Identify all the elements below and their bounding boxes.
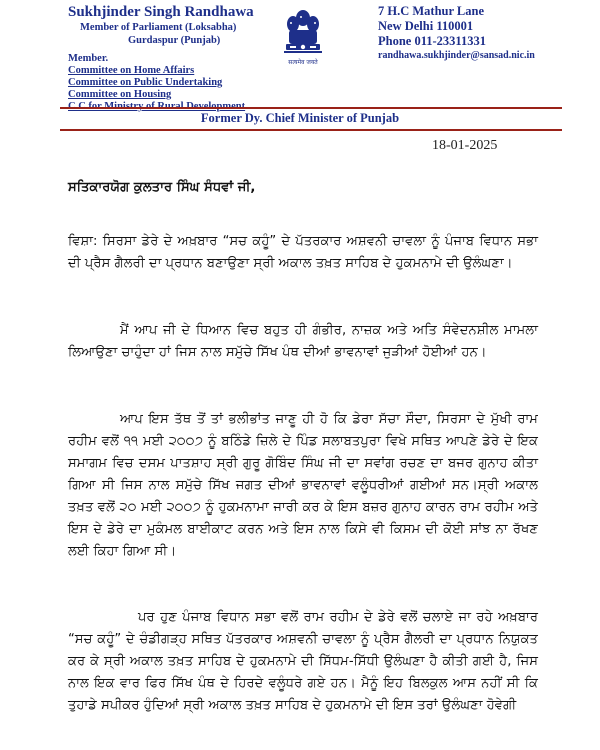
committee-item: Committee on Home Affairs	[68, 65, 195, 76]
letterhead-left	[68, 4, 298, 113]
divider-top	[60, 107, 562, 109]
sender-constituency: Gurdaspur (Punjab)	[128, 35, 221, 46]
letterhead-right	[378, 4, 598, 62]
former-title: Former Dy. Chief Minister of Punjab	[200, 111, 400, 125]
emblem-caption: सत्यमेव जयते	[288, 59, 318, 66]
committee-item: Committee on Housing	[68, 89, 172, 100]
phone-number: Phone 011-23311331	[378, 34, 486, 48]
sender-name: Sukhjinder Singh Randhawa	[68, 4, 254, 20]
committee-item: Committee on Public Undertaking	[68, 77, 223, 88]
member-label: Member.	[68, 53, 109, 64]
body-paragraph-3: ਪਰ ਹੁਣ ਪੰਜਾਬ ਵਿਧਾਨ ਸਭਾ ਵਲੋਂ ਰਾਮ ਰਹੀਮ ਦੇ ਡੇਰੇ ਵਲੋਂ ਚਲਾਏ ਜਾ ਰਹੇ ਅਖ਼ਬਾਰ “ਸਚ ਕਹੂੰ” ਦੇ ਚੰਡੀਗੜ੍ਹ ਸਥਿਤ ਪੱਤਰਕਾਰ ਅਸ਼ਵਨੀ ਚਾਵਲਾ ਨੂੰ ਪ੍ਰੈਸ ਗੈਲਰੀ ਦਾ ਪ੍ਰਧਾਨ ਨਿਯੁਕਤ ਕਰ ਕੇ ਸ੍ਰੀ ਅਕਾਲ ਤਖ਼ਤ ਸਾਹਿਬ ਦੇ ਹੁਕਮਨਾਮੇ ਦੀ ਸਿੱਧਮ-ਸਿੱਧੀ ਉਲੰਘਣਾ ਹੈ ਕੀਤੀ ਗਈ ਹੈ, ਜਿਸ ਨਾਲ ਇਕ ਵਾਰ ਫਿਰ ਸਿੱਖ ਪੰਥ ਦੇ ਹਿਰਦੇ ਵਲੂੰਧਰੇ ਗਏ ਹਨ। ਮੈਨੂੰ ਇਹ ਬਿਲਕੁਲ ਆਸ ਨਹੀਂ ਸੀ ਕਿ ਤੁਹਾਡੇ ਸਪੀਕਰ ਹੁੰਦਿਆਂ ਸ੍ਰੀ ਅਕਾਲ ਤਖ਼ਤ ਸਾਹਿਬ ਦੇ ਹੁਕਮਨਾਮੇ ਦੀ ਇਸ ਤਰਾਂ ਉਲੰਘਣਾ ਹੋਵੇਗੀ	[68, 610, 538, 713]
body-paragraph-2: ਆਪ ਇਸ ਤੱਥ ਤੋਂ ਤਾਂ ਭਲੀਭਾਂਤ ਜਾਣੂ ਹੀ ਹੋ ਕਿ ਡੇਰਾ ਸੱਚਾ ਸੌਦਾ, ਸਿਰਸਾ ਦੇ ਮੁੱਖੀ ਰਾਮ ਰਹੀਮ ਵਲੋਂ ੧੧ ਮਈ ੨੦੦੭ ਨੂੰ ਬਠਿੰਡੇ ਜ਼ਿਲੇ ਦੇ ਪਿੰਡ ਸਲਾਬਤਪੁਰਾ ਵਿਖੇ ਸਥਿਤ ਆਪਣੇ ਡੇਰੇ ਦੇ ਇਕ ਸਮਾਗਮ ਵਿਚ ਦਸਮ ਪਾਤਸ਼ਾਹ ਸ੍ਰੀ ਗੁਰੂ ਗੋਬਿੰਦ ਸਿੰਘ ਜੀ ਦਾ ਸਵਾਂਗ ਰਚਣ ਦਾ ਬਜਰ ਗੁਨਾਹ ਕੀਤਾ ਗਿਆ ਸੀ ਜਿਸ ਨਾਲ ਸਮੁੱਚੇ ਸਿੱਖ ਜਗਤ ਦੀਆਂ ਭਾਵਨਾਵਾਂ ਵਲੂੰਧਰੀਆਂ ਗਈਆਂ ਸਨ।ਸ੍ਰੀ ਅਕਾਲ ਤਖ਼ਤ ਵਲੋਂ ੨੦ ਮਈ ੨੦੦੭ ਨੂੰ ਹੁਕਮਨਾਮਾ ਜਾਰੀ ਕਰ ਕੇ ਇਸ ਬਜ਼ਰ ਗੁਨਾਹ ਕਾਰਨ ਰਾਮ ਰਹੀਮ ਅਤੇ ਇਸ ਦੇ ਡੇਰੇ ਦਾ ਮੁਕੰਮਲ ਬਾਈਕਾਟ ਕਰਨ ਅਤੇ ਇਸ ਨਾਲ ਕਿਸੇ ਵੀ ਕਿਸਮ ਦੀ ਕੋਈ ਸਾਂਝ ਨਾ ਰੱਖਣ ਲਈ ਕਿਹਾ ਗਿਆ ਸੀ।	[68, 412, 538, 559]
salutation: ਸਤਿਕਾਰਯੋਗ ਕੁਲਤਾਰ ਸਿੰਘ ਸੰਧਵਾਂ ਜੀ,	[68, 180, 256, 195]
subject-paragraph: ਵਿਸ਼ਾ: ਸਿਰਸਾ ਡੇਰੇ ਦੇ ਅਖ਼ਬਾਰ “ਸਚ ਕਹੂੰ” ਦੇ ਪੱਤਰਕਾਰ ਅਸ਼ਵਨੀ ਚਾਵਲਾ ਨੂੰ ਪੰਜਾਬ ਵਿਧਾਨ ਸਭਾ ਦੀ ਪ੍ਰੈਸ ਗੈਲਰੀ ਦਾ ਪ੍ਰਧਾਨ ਬਣਾਉਣਾ ਸ੍ਰੀ ਅਕਾਲ ਤਖ਼ਤ ਸਾਹਿਬ ਦੇ ਹੁਕਮਨਾਮੇ ਦੀ ਉਲੰਘਣਾ।	[68, 234, 538, 271]
sender-role: Member of Parliament (Loksabha)	[80, 22, 237, 33]
letter-date: 18-01-2025	[432, 138, 498, 153]
body-paragraph-1: ਮੈਂ ਆਪ ਜੀ ਦੇ ਧਿਆਨ ਵਿਚ ਬਹੁਤ ਹੀ ਗੰਭੀਰ, ਨਾਜ਼ਕ ਅਤੇ ਅਤਿ ਸੰਵੇਦਨਸ਼ੀਲ ਮਾਮਲਾ ਲਿਆਉਣਾ ਚਾਹੁੰਦਾ ਹਾਂ ਜਿਸ ਨਾਲ ਸਮੁੱਚੇ ਸਿੱਖ ਪੰਥ ਦੀਆਂ ਭਾਵਨਾਵਾਂ ਜੁੜੀਆਂ ਹੋਈਆਂ ਹਨ।	[68, 323, 538, 360]
divider-bottom	[60, 129, 562, 131]
address-line-2: New Delhi 110001	[378, 19, 474, 33]
email-link[interactable]: randhawa.sukhjinder@sansad.nic.in	[378, 50, 535, 61]
address-line-1: 7 H.C Mathur Lane	[378, 4, 485, 18]
